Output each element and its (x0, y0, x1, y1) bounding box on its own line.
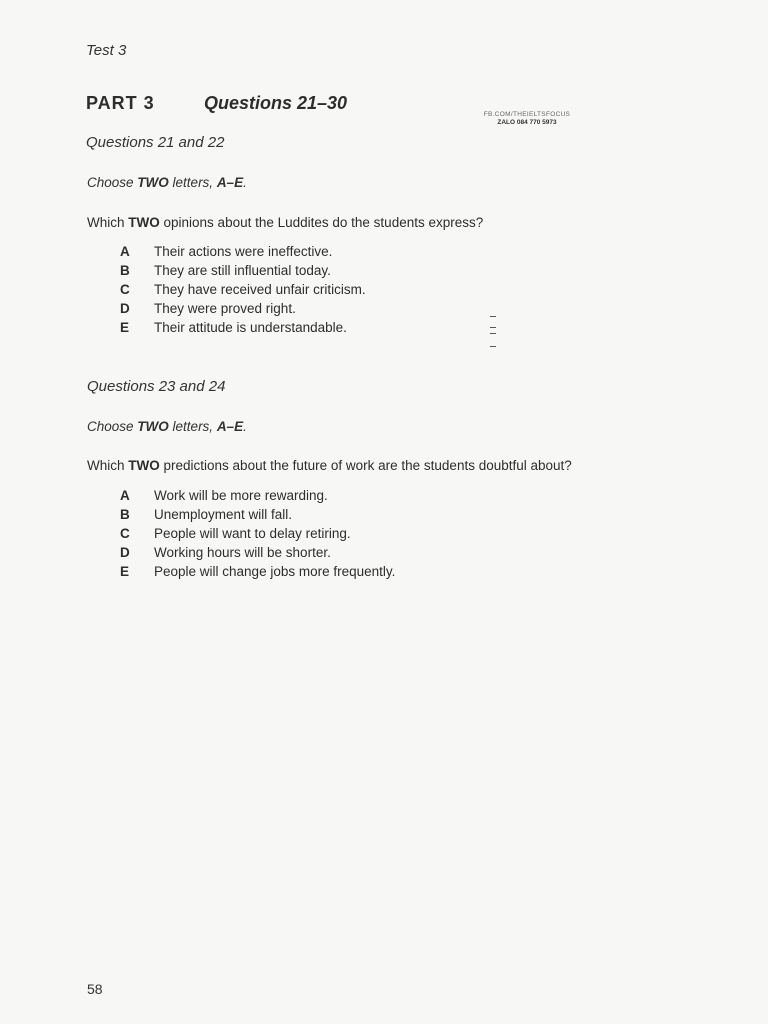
option-letter: B (120, 263, 130, 278)
option-letter: D (120, 545, 130, 560)
section1-question (87, 215, 483, 230)
option-text: People will change jobs more frequently. (154, 564, 396, 579)
instruction-range: A–E (216, 175, 244, 190)
option-text: Working hours will be shorter. (154, 545, 331, 560)
instruction-bold: TWO (137, 419, 169, 434)
option-text: Their attitude is understandable. (154, 320, 347, 335)
option-e (120, 318, 366, 337)
instruction-end: . (243, 175, 247, 190)
option-text: Work will be more rewarding. (154, 488, 328, 503)
section2-question (87, 458, 572, 473)
option-letter: C (120, 282, 130, 297)
option-text: Their actions were ineffective. (154, 244, 333, 259)
part-questions-range: Questions 21–30 (204, 93, 348, 113)
option-text: People will want to delay retiring. (154, 526, 351, 541)
option-letter: E (120, 320, 130, 335)
option-letter: A (120, 488, 130, 503)
watermark-line2: ZALO 084 770 5973 (497, 119, 557, 126)
option-text: They were proved right. (154, 301, 296, 316)
instruction-bold: TWO (137, 175, 169, 190)
section1-instruction (87, 175, 247, 190)
question-bold: TWO (128, 215, 160, 230)
option-c (120, 524, 395, 543)
section1-heading: Questions 21 and 22 (86, 134, 225, 151)
instruction-mid: letters, (168, 419, 217, 434)
option-text: Unemployment will fall. (154, 507, 293, 522)
question-bold: TWO (128, 458, 160, 473)
option-letter: B (120, 507, 130, 522)
question-rest: opinions about the Luddites do the students express? (159, 215, 484, 230)
section1-options (120, 242, 366, 337)
section2-options (120, 486, 395, 581)
instruction-mid: letters, (168, 175, 217, 190)
option-text: They have received unfair criticism. (154, 282, 366, 297)
test-label: Test 3 (86, 42, 127, 59)
option-text: They are still influential today. (154, 263, 331, 278)
question-rest: predictions about the future of work are the students doubtful about? (159, 458, 572, 473)
option-a (120, 242, 366, 261)
section2-heading: Questions 23 and 24 (87, 378, 226, 395)
watermark (472, 111, 582, 127)
watermark-line1: FB.COM/THEIELTSFOCUS (483, 111, 571, 118)
question-prefix: Which (87, 458, 129, 473)
scan-mark (490, 333, 496, 334)
option-a (120, 486, 395, 505)
instruction-end: . (243, 419, 247, 434)
option-e (120, 562, 395, 581)
question-prefix: Which (87, 215, 129, 230)
instruction-prefix: Choose (87, 419, 138, 434)
instruction-prefix: Choose (87, 175, 138, 190)
page-number: 58 (87, 981, 103, 997)
section2-instruction (87, 419, 247, 434)
scan-mark (490, 316, 496, 317)
option-b (120, 261, 366, 280)
instruction-range: A–E (216, 419, 244, 434)
scan-mark (490, 346, 496, 347)
option-letter: E (120, 564, 130, 579)
option-c (120, 280, 366, 299)
option-d (120, 543, 395, 562)
option-letter: A (120, 244, 130, 259)
part-title: PART 3 (86, 93, 155, 113)
option-letter: D (120, 301, 130, 316)
scan-mark (490, 327, 496, 328)
option-letter: C (120, 526, 130, 541)
option-b (120, 505, 395, 524)
option-d (120, 299, 366, 318)
